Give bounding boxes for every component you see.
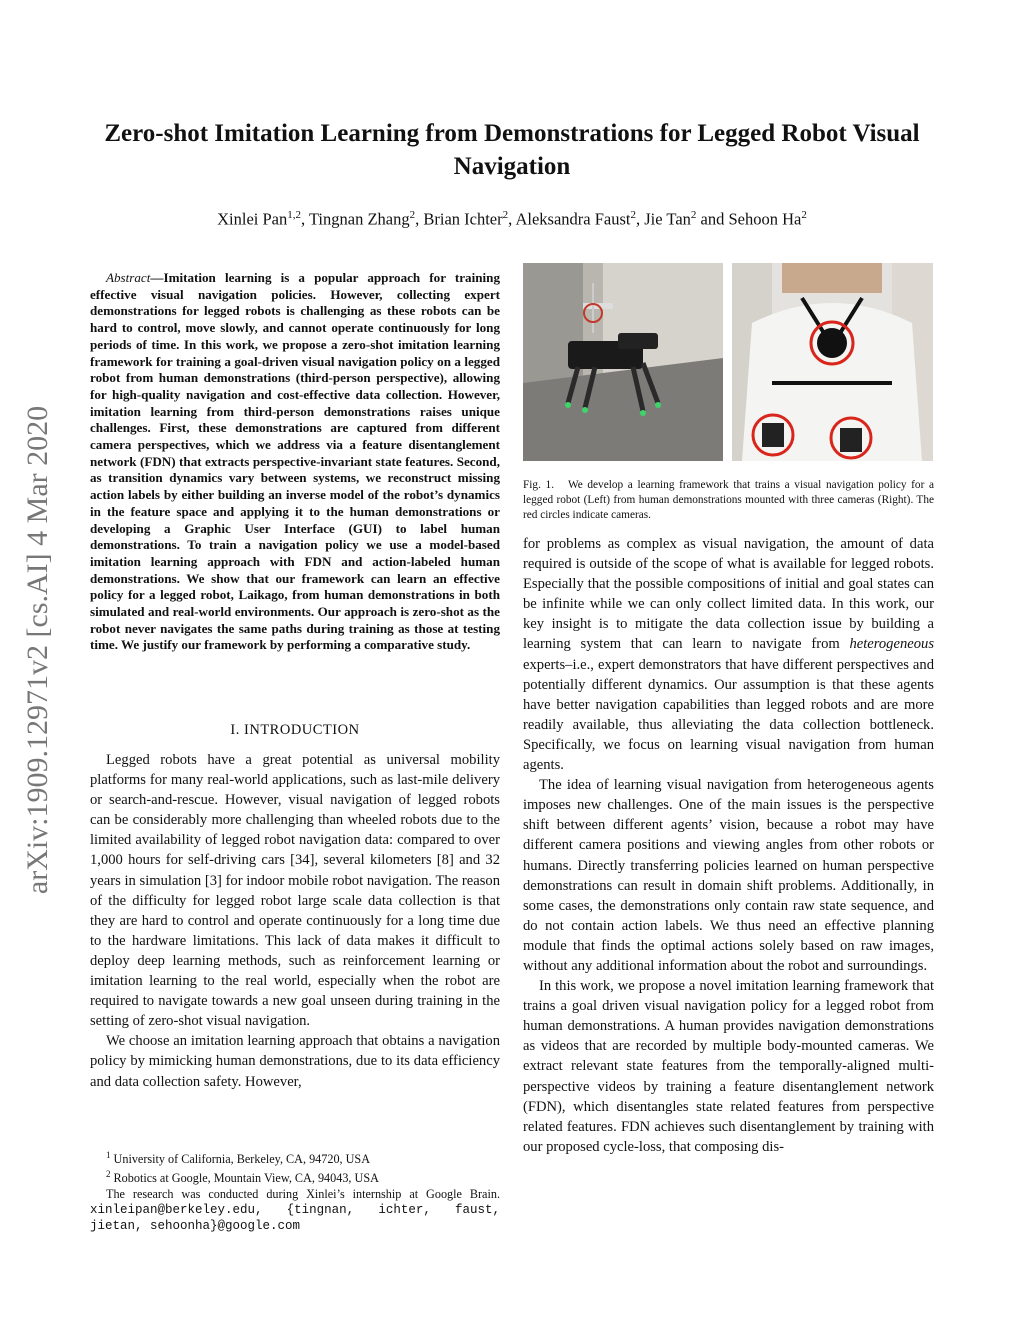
author-affiliation: 1,2 [287,209,301,221]
footnote-note [90,1187,500,1235]
author-affiliation: 2 [801,209,807,221]
intro-right-column [523,534,934,1157]
intro-left-column [90,750,500,1092]
footnote-affiliation-1 [90,1148,500,1167]
right-paragraph [523,534,934,775]
footnote-marker: 1 [106,1150,111,1160]
footnotes [90,1148,500,1235]
author-name: Tingnan Zhang [308,209,410,229]
robot-photo [523,263,723,461]
section-number: I. [230,722,240,738]
right-paragraph: The idea of learning visual navigation from heterogeneous agents imposes new challenges. One of the main issues is the perspective shift between different agents’ vision, because a robot may have different camera positions and viewing angles from other robots or humans. Directly transferring policies learned on human perspective demonstrations can result in domain shift problems. Additionally, in some cases, the demonstrations only contain raw state sequence, and do not contain action labels. We thus need an effective planning module that finds the optimal actions solely based on raw images, without any additional information about the robot and surroundings. [523,777,934,974]
author-affiliation: 2 [630,209,637,221]
paper-title: Zero-shot Imitation Learning from Demonstrations for Legged Robot Visual Navigation [104,120,920,180]
figure-1 [523,263,934,461]
right-paragraph-text: for problems as complex as visual navigation, the amount of data required is outside of the scope of what is available for legged robots. Especially that the possible compositions of initial and goal states can be infinite while we can only collect limited data. In this work, our key insight is to mitigate the data collection issue by building a learning system that can learn to navigate from [523,536,934,653]
author-name: Aleksandra Faust [515,209,631,229]
caption-label: Fig. 1. [523,479,555,491]
arxiv-stamp: arXiv:1909.12971v2 [cs.AI] 4 Mar 2020 [21,405,54,895]
footnote-affiliation-2 [90,1167,500,1186]
author-name: Brian Ichter [423,209,503,229]
footnote-text: Robotics at Google, Mountain View, CA, 94043, USA [113,1171,379,1186]
footnote-marker: 2 [106,1169,111,1180]
abstract-label: Abstract [106,270,151,285]
section-title: INTRODUCTION [244,722,360,738]
figure-caption [523,478,934,523]
right-paragraph: In this work, we propose a novel imitation learning framework that trains a goal driven visual navigation policy for a legged robot from human demonstrations. A human provides navigation demonstrations as videos that are recorded by multiple body-mounted cameras. We extract relevant state features from the temporally-aligned multi-perspective videos by training a feature disentanglement network (FDN), which disentangles state related features from perspective related features. FDN achieves such disentanglement by training with our proposed cycle-loss, that composing dis- [523,978,934,1155]
human-demonstrator-photo [732,263,933,461]
author-list: Xinlei Pan$^{1,2}$, Tingnan Zhang$^2$, Brian Ichter$^2$, Aleksandra Faust$^2$, Jie Tan$^2$ and Sehoon Ha$^2$ [217,209,807,229]
author-affiliation: 2 [409,209,416,221]
emphasis-text: heterogeneous [849,636,934,653]
author-emails: xinleipan@berkeley.edu, {tingnan, ichter, faust, jietan, sehoonha}@google.com [90,1203,500,1234]
author-name: Sehoon Ha [728,209,802,229]
intro-paragraph: We choose an imitation learning approach that obtains a navigation policy by mimicking human demonstrations, due to its data efficiency and data collection safety. However, [90,1033,500,1090]
footnote-text: University of California, Berkeley, CA, 94720, USA [113,1152,371,1167]
author-affiliation: 2 [502,209,509,221]
section-heading [90,722,500,739]
caption-text: We develop a learning framework that trains a visual navigation policy for a legged robot (Left) from human demonstrations mounted with three cameras (Right). The red circles indicate cameras. [523,479,934,521]
author-name: Xinlei Pan [217,209,288,229]
right-paragraph-text: experts–i.e., expert demonstrators that have different perspectives and potentially different dynamics. Our assumption is that these agents have better navigation capabilities than legged robots and are more readily available, thus alleviating the data collection bottleneck. Specifically, we focus on learning visual navigation from human agents. [523,656,934,774]
abstract [90,270,500,654]
author-affiliation: 2 [690,209,697,221]
abstract-dash: — [150,270,164,285]
footnote-text: The research was conducted during Xinlei’s internship at Google Brain. [106,1186,500,1201]
abstract-text: Imitation learning is a popular approach for training effective visual navigation policies. However, collecting expert demonstrations for legged robots is challenging as these robots can be hard to control, move slowly, and cannot operate continuously for long periods of time. In this work, we propose a zero-shot imitation learning framework for training a goal-driven visual navigation policy on a legged robot from human demonstrations (third-person perspective), allowing for high-quality navigation and cost-effective data collection. However, imitation learning from third-person demonstrations raises unique challenges. First, these demonstrations are captured from different camera perspectives, which we address via a feature disentanglement network (FDN) that extracts perspective-invariant state features. Second, as transition dynamics vary between systems, we reconstruct missing action labels by either building an inverse model of the robot’s dynamics in the feature space and applying it to the human demonstrations or developing a Graphic User Interface (GUI) to label human demonstrations. To train a navigation policy we use a model-based imitation learning approach with FDN and action-labeled human demonstrations. We show that our framework can learn an effective policy for a legged robot, Laikago, from human demonstrations in both simulated and real-world environments. Our approach is zero-shot as the robot never navigates the same paths during training as those at testing time. We justify our framework by performing a comparative study. [90,270,500,653]
author-name: Jie Tan [644,209,691,229]
intro-paragraph: Legged robots have a great potential as universal mobility platforms for many real-world applications, such as last-mile delivery or search-and-rescue. However, visual navigation of legged robots can be considerably more challenging than wheeled robots due to the limited availability of legged robot navigation data: compared to over 1,000 hours for self-driving cars [34], several kilometers [8] and 32 years in simulation [3] for indoor mobile robot navigation. The reason of the difficulty for legged robot large scale data collection is that they are hard to control and operate continuously for a long time due to the hardware limitations. This lack of data makes it difficult to deploy deep learning methods, such as reinforcement learning or imitation learning to the real world, especially when the robot are required to navigate towards a new goal unseen during training in the setting of zero-shot visual navigation. [90,752,500,1030]
